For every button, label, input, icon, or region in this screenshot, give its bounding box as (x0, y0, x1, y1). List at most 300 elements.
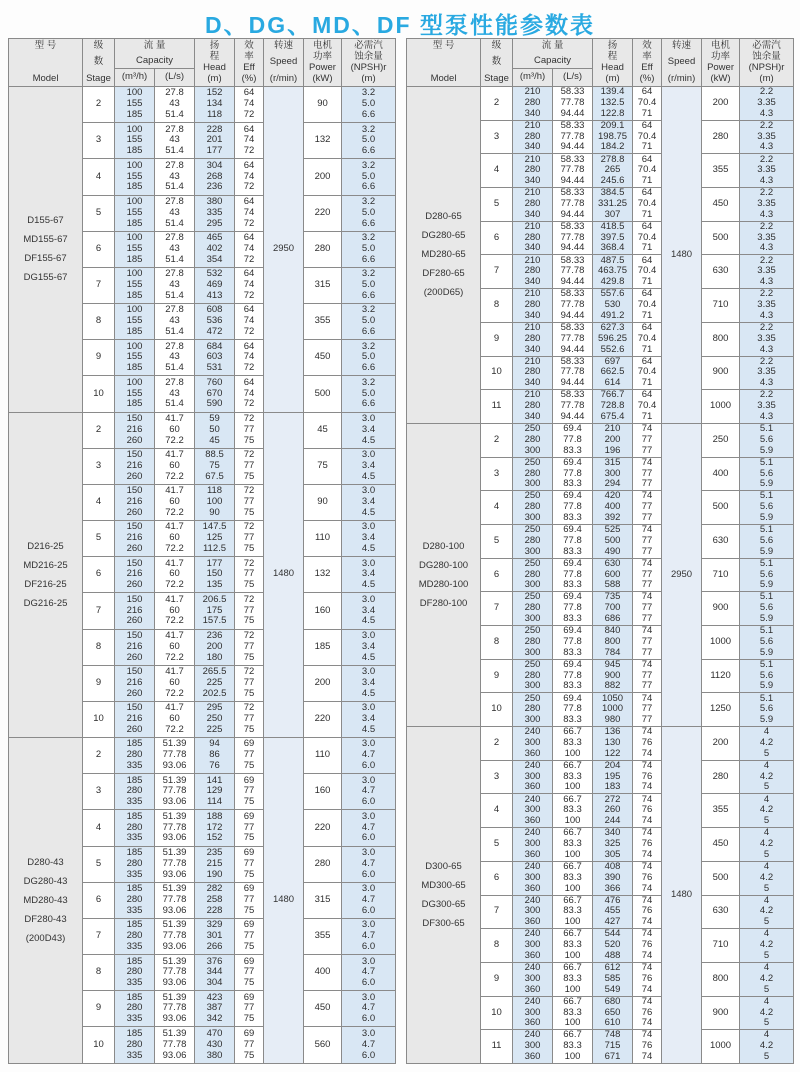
flow-m3h-cell (115, 484, 155, 520)
stage-cell: 3 (481, 760, 513, 794)
head-cell-value: 748 (604, 1029, 621, 1041)
flow-m3h-cell-value: 340 (524, 343, 541, 355)
npsh-cell-value: 5.6 (759, 501, 774, 513)
head-cell-value: 67.5 (205, 470, 224, 482)
head-cell-value: 490 (604, 545, 621, 557)
stage-cell: 7 (481, 255, 513, 289)
npsh-header-zh1: 必需汽 (354, 39, 383, 51)
power-cell: 280 (304, 231, 342, 267)
power-cell: 1000 (702, 390, 740, 424)
npsh-cell-value: 4.2 (759, 770, 774, 782)
flow-m3h-cell-value: 300 (524, 737, 541, 748)
flow-m3h-cell (115, 629, 155, 665)
eff-cell-value: 77 (243, 423, 255, 435)
head-cell-value: 331.25 (598, 198, 628, 209)
head-cell-value: 200 (604, 433, 621, 445)
flow-ls-cell-value: 77.78 (560, 400, 585, 412)
flow-ls-cell-value: 93.06 (162, 904, 187, 916)
flow-ls-cell (155, 593, 195, 629)
head-cell (195, 412, 235, 448)
flow-ls-cell-value: 66.7 (563, 1029, 582, 1041)
flow-m3h-cell-value: 185 (126, 181, 143, 193)
flow-m3h-cell-value: 185 (126, 738, 143, 750)
eff-cell-value: 72 (243, 412, 255, 424)
head-cell-value: 59 (209, 412, 220, 424)
flow-m3h-cell-value: 280 (126, 1002, 143, 1014)
model-name: D280-43 (27, 857, 64, 869)
flow-m3h-cell (115, 304, 155, 340)
stage-cell: 6 (481, 558, 513, 592)
head-cell-value: 260 (604, 804, 621, 816)
flow-m3h-cell-value: 300 (524, 714, 541, 726)
eff-cell-value: 72 (243, 217, 255, 229)
flow-m3h-cell-value: 300 (524, 871, 541, 883)
eff-cell-value: 74 (243, 170, 255, 182)
eff-cell-value: 77 (641, 534, 653, 546)
npsh-cell (740, 996, 794, 1030)
flow-m3h-cell (513, 895, 553, 929)
flow-m3h-cell-value: 300 (524, 804, 541, 816)
flow-m3h-cell (513, 255, 553, 289)
npsh-cell-value: 3.2 (361, 376, 376, 388)
stage-cell: 11 (481, 390, 513, 424)
model-name: D155-67 (27, 215, 64, 227)
npsh-cell (740, 457, 794, 491)
eff-cell (633, 120, 662, 154)
npsh-cell-value: 5.9 (759, 579, 774, 591)
flow-ls-cell-value: 69.4 (563, 423, 582, 435)
flow-ls-cell (155, 557, 195, 593)
flow-ls-cell-value: 83.3 (563, 646, 582, 658)
flow-ls-cell-value: 94.44 (560, 343, 585, 355)
npsh-cell-value: 4 (763, 995, 770, 1007)
flow-m3h-cell (513, 558, 553, 592)
npsh-cell (342, 991, 396, 1027)
flow-m3h-cell-value: 155 (126, 279, 143, 291)
flow-m3h-cell-value: 360 (524, 781, 541, 793)
head-cell-value: 195 (604, 770, 621, 782)
capacity-header-en: Capacity (136, 54, 173, 66)
flow-ls-cell-value: 77.78 (162, 1038, 187, 1050)
head-cell-value: 315 (604, 456, 621, 468)
flow-ls-cell (553, 423, 593, 457)
eff-cell (235, 882, 264, 918)
eff-cell-value: 74 (641, 591, 653, 603)
npsh-cell-value: 3.2 (361, 232, 376, 244)
header-row (407, 39, 794, 87)
npsh-cell-value: 2.2 (759, 220, 774, 232)
eff-cell-value: 69 (243, 738, 255, 750)
flow-ls-cell-value: 72.2 (165, 723, 184, 735)
flow-ls-cell-value: 77.8 (563, 703, 582, 715)
eff-cell-value: 72 (243, 289, 255, 301)
flow-ls-cell-value: 77.78 (560, 130, 585, 142)
power-cell: 800 (702, 322, 740, 356)
power-header-zh2: 功率 (711, 50, 731, 62)
power-cell: 250 (702, 423, 740, 457)
head-cell-value: 86 (209, 749, 220, 761)
npsh-cell-value: 5.0 (361, 387, 376, 399)
npsh-cell-value: 3.35 (757, 231, 776, 243)
npsh-cell (342, 810, 396, 846)
eff-cell-value: 77 (243, 459, 255, 471)
eff-cell-value: 64 (243, 159, 255, 171)
npsh-cell-value: 4.7 (361, 893, 376, 905)
model-name: MD280-65 (421, 249, 466, 261)
stage-cell: 8 (481, 289, 513, 323)
npsh-cell-value: 6.6 (361, 326, 376, 338)
npsh-cell-value: 2.2 (759, 355, 774, 367)
npsh-cell (342, 376, 396, 412)
flow-ls-cell-value: 69.4 (563, 524, 582, 536)
npsh-cell-value: 5.9 (759, 646, 774, 658)
flow-ls-cell (553, 221, 593, 255)
flow-ls-cell (155, 1027, 195, 1064)
npsh-header-zh1: 必需汽 (752, 39, 781, 51)
eff-cell (235, 955, 264, 991)
npsh-cell-value: 6.0 (361, 868, 376, 880)
head-cell (593, 390, 633, 424)
flow-ls-cell-value: 72.2 (165, 470, 184, 482)
stage-cell: 8 (481, 626, 513, 660)
power-cell: 90 (304, 87, 342, 123)
head-cell (195, 521, 235, 557)
flow-ls-cell-value: 100 (564, 1051, 581, 1063)
head-cell-value: 225 (206, 723, 223, 735)
head-cell (195, 738, 235, 774)
flow-m3h-cell (513, 524, 553, 558)
npsh-cell-value: 5 (763, 916, 770, 928)
eff-cell-value: 74 (641, 995, 653, 1007)
flow-m3h-cell-value: 250 (524, 524, 541, 536)
eff-cell-value: 70.4 (637, 198, 657, 209)
npsh-cell-value: 3.4 (361, 713, 376, 725)
head-cell-value: 172 (206, 821, 223, 833)
eff-cell-value: 69 (243, 847, 255, 858)
head-cell-value: 536 (206, 315, 223, 327)
flow-m3h-cell-value: 240 (524, 928, 541, 940)
npsh-cell-value: 5 (763, 1051, 770, 1063)
power-cell: 75 (304, 448, 342, 484)
flow-ls-cell-value: 77.78 (560, 96, 585, 108)
flow-m3h-cell (115, 665, 155, 701)
model-name: MD300-65 (421, 880, 466, 892)
npsh-cell-value: 5.6 (759, 534, 774, 546)
eff-cell (633, 592, 662, 626)
npsh-header-en: (NPSH)r (748, 61, 785, 73)
eff-cell (235, 195, 264, 231)
head-cell (195, 701, 235, 737)
npsh-cell-value: 3.35 (757, 366, 776, 378)
head-cell-value: 662.5 (600, 366, 625, 378)
npsh-cell-value: 3.4 (361, 640, 376, 652)
eff-cell-value: 76 (641, 770, 653, 782)
eff-cell (235, 918, 264, 954)
npsh-cell-value: 6.0 (361, 760, 376, 772)
npsh-cell-value: 4.7 (361, 785, 376, 797)
eff-cell-value: 64 (243, 304, 255, 316)
eff-cell-value: 77 (641, 579, 653, 591)
stage-cell: 7 (83, 918, 115, 954)
flow-m3h-cell-value: 280 (524, 703, 541, 715)
npsh-cell-value: 6.6 (361, 362, 376, 374)
npsh-cell (740, 760, 794, 794)
head-header-zh1: 扬 (607, 39, 618, 51)
npsh-cell-value: 4.5 (361, 651, 376, 663)
npsh-cell-value: 4.3 (759, 242, 774, 254)
eff-cell-value: 74 (641, 1017, 653, 1029)
power-cell: 110 (304, 521, 342, 557)
head-cell (593, 828, 633, 862)
eff-cell-value: 72 (243, 485, 255, 497)
flow-m3h-cell-value: 240 (524, 793, 541, 805)
flow-m3h-cell (513, 188, 553, 222)
power-cell: 132 (304, 123, 342, 159)
head-cell (195, 629, 235, 665)
eff-cell (235, 629, 264, 665)
flow-ls-cell-value: 51.39 (162, 810, 187, 822)
flow-m3h-cell-value: 100 (126, 340, 143, 352)
npsh-cell-value: 5.1 (759, 625, 774, 637)
npsh-cell-value: 3.0 (361, 449, 376, 461)
head-cell (593, 154, 633, 188)
npsh-cell-value: 5 (763, 1017, 770, 1029)
stage-cell: 11 (481, 1030, 513, 1064)
eff-cell-value: 74 (641, 658, 653, 670)
speed-header-zh: 转速 (672, 39, 692, 51)
speed-header (264, 39, 304, 87)
flow-ls-cell-value: 83.3 (563, 511, 582, 523)
head-cell-value: 210 (604, 423, 621, 435)
stage-cell: 9 (481, 962, 513, 996)
npsh-cell (740, 727, 794, 761)
stage-cell: 10 (83, 1027, 115, 1064)
eff-cell (633, 221, 662, 255)
npsh-cell-value: 3.0 (361, 738, 376, 750)
flow-m3h-cell-value: 250 (524, 591, 541, 603)
head-cell (593, 794, 633, 828)
flow-m3h-cell (115, 991, 155, 1027)
stage-cell: 9 (481, 659, 513, 693)
flow-ls-cell (553, 255, 593, 289)
eff-cell-value: 74 (641, 692, 653, 704)
head-cell-value: 680 (604, 995, 621, 1007)
flow-m3h-cell-value: 360 (524, 916, 541, 928)
stage-row (9, 738, 396, 774)
flow-m3h-cell-value: 100 (126, 268, 143, 280)
eff-cell (633, 828, 662, 862)
flow-ls-cell-value: 83.3 (563, 905, 582, 917)
flow-m3h-cell-value: 250 (524, 557, 541, 569)
eff-cell-value: 74 (641, 781, 653, 793)
head-cell-value: 147.5 (202, 521, 227, 533)
flow-ls-cell-value: 83.3 (563, 613, 582, 625)
npsh-cell-value: 2.2 (759, 119, 774, 131)
eff-header-zh2: 率 (642, 50, 652, 62)
flow-ls-cell-value: 69.4 (563, 658, 582, 670)
npsh-cell-value: 2.2 (759, 389, 774, 401)
npsh-cell-value: 6.0 (361, 1013, 376, 1025)
head-cell-value: 112.5 (202, 543, 227, 555)
power-cell: 185 (304, 629, 342, 665)
npsh-cell-value: 3.4 (361, 676, 376, 688)
flow-m3h-cell-value: 250 (524, 423, 541, 435)
flow-m3h-cell-value: 210 (524, 321, 541, 333)
flow-ls-cell-value: 77.78 (560, 231, 585, 243)
flow-m3h-cell-value: 300 (524, 613, 541, 625)
head-cell-value: 134 (206, 98, 223, 110)
power-cell: 450 (304, 991, 342, 1027)
stage-cell: 10 (83, 376, 115, 412)
eff-cell-value: 74 (243, 315, 255, 327)
power-cell: 200 (702, 87, 740, 121)
npsh-cell-value: 5.1 (759, 658, 774, 670)
eff-cell-value: 72 (243, 521, 255, 533)
npsh-cell (342, 665, 396, 701)
head-cell-value: 596.25 (598, 332, 628, 344)
flow-ls-cell-value: 58.33 (560, 355, 585, 367)
eff-cell-value: 70.4 (637, 164, 657, 176)
flow-ls-cell (155, 448, 195, 484)
npsh-cell-value: 4.7 (361, 857, 376, 869)
head-cell-value: 487.5 (600, 254, 625, 266)
head-cell-value: 305 (604, 848, 621, 860)
flow-ls-cell-value: 43 (169, 279, 180, 291)
pump-table-left (8, 38, 396, 1064)
flow-m3h-cell (115, 340, 155, 376)
head-cell-value: 295 (206, 217, 223, 229)
head-cell-value: 129 (206, 785, 223, 797)
flow-ls-cell-value: 51.4 (165, 181, 184, 193)
flow-m3h-cell-value: 300 (524, 905, 541, 917)
eff-cell-value: 77 (243, 640, 255, 652)
eff-cell-value: 70.4 (637, 366, 657, 378)
eff-cell-value: 70.4 (637, 299, 657, 311)
model-name: (200D43) (25, 933, 66, 945)
flow-ls-cell-value: 58.33 (560, 288, 585, 300)
eff-cell-value: 64 (641, 220, 653, 232)
speed-header-zh: 转速 (274, 39, 294, 51)
flow-ls-cell-value: 83.3 (563, 579, 582, 591)
flow-m3h-cell (115, 810, 155, 846)
flow-m3h-cell-value: 360 (524, 848, 541, 860)
flow-m3h-cell-value: 260 (126, 579, 143, 591)
flow-ls-cell-value: 83.3 (563, 838, 582, 850)
stage-cell: 3 (481, 120, 513, 154)
flow-ls-cell-value: 58.33 (560, 254, 585, 266)
model-header (9, 39, 83, 87)
flow-ls-cell-value: 83.3 (563, 1040, 582, 1052)
power-cell: 560 (304, 1027, 342, 1064)
eff-cell-value: 77 (243, 893, 255, 905)
eff-cell-value: 75 (243, 579, 255, 591)
head-cell-value: 608 (206, 304, 223, 316)
flow-ls-cell (553, 626, 593, 660)
flow-ls-cell-value: 27.8 (165, 304, 184, 316)
npsh-cell-value: 4 (763, 860, 770, 872)
flow-m3h-cell-value: 216 (126, 676, 143, 688)
eff-header (633, 39, 662, 87)
flow-m3h-cell (115, 882, 155, 918)
flow-ls-cell (553, 828, 593, 862)
flow-m3h-cell-value: 100 (126, 159, 143, 171)
flow-m3h-cell-value: 260 (126, 723, 143, 735)
eff-cell-value: 69 (243, 991, 255, 1003)
npsh-cell-value: 5.6 (759, 635, 774, 647)
flow-ls-cell-value: 41.7 (165, 666, 184, 678)
flow-m3h-cell-value: 280 (126, 821, 143, 833)
head-cell-value: 130 (604, 737, 621, 748)
flow-ls-cell-value: 66.7 (563, 894, 582, 906)
npsh-cell-value: 4.5 (361, 506, 376, 518)
head-cell (195, 665, 235, 701)
flow-ls-cell (553, 390, 593, 424)
flow-m3h-cell-value: 260 (126, 434, 143, 446)
eff-cell-value: 74 (243, 279, 255, 291)
flow-ls-cell-value: 77.78 (162, 966, 187, 978)
flow-ls-cell-value: 93.06 (162, 868, 187, 880)
flow-m3h-cell-value: 260 (126, 687, 143, 699)
npsh-cell-value: 4.2 (759, 1006, 774, 1018)
model-name: DG280-43 (23, 876, 68, 888)
npsh-cell-value: 5.1 (759, 456, 774, 468)
eff-cell-value: 77 (243, 749, 255, 761)
power-cell: 450 (702, 828, 740, 862)
npsh-cell (342, 774, 396, 810)
eff-cell-value: 72 (243, 629, 255, 641)
head-cell-value: 295 (206, 702, 223, 714)
flow-ls-cell-value: 51.4 (165, 145, 184, 157)
npsh-cell (740, 861, 794, 895)
head-cell-value: 235 (206, 847, 223, 858)
flow-ls-cell-value: 58.33 (560, 220, 585, 232)
npsh-cell (342, 593, 396, 629)
flow-ls-cell-value: 58.33 (560, 389, 585, 401)
npsh-cell (740, 693, 794, 727)
npsh-cell (342, 87, 396, 123)
head-cell-value: 715 (604, 1040, 621, 1052)
flow-ls-cell (155, 521, 195, 557)
eff-cell-value: 74 (641, 848, 653, 860)
flow-ls-cell-value: 94.44 (560, 242, 585, 254)
flow-m3h-cell-value: 280 (126, 749, 143, 761)
eff-cell-value: 75 (243, 506, 255, 518)
stage-cell: 9 (481, 322, 513, 356)
flow-ls-cell-value: 94.44 (560, 377, 585, 389)
eff-cell-value: 74 (641, 490, 653, 502)
npsh-cell-value: 3.35 (757, 96, 776, 108)
head-cell-value: 470 (206, 1028, 223, 1040)
npsh-cell (342, 882, 396, 918)
eff-cell-value: 69 (243, 883, 255, 895)
flow-ls-cell (155, 340, 195, 376)
head-cell (593, 962, 633, 996)
eff-cell-value: 74 (641, 625, 653, 637)
flow-m3h-cell-value: 335 (126, 760, 143, 772)
power-cell: 1120 (702, 659, 740, 693)
head-header (593, 39, 633, 87)
eff-header-en: Eff (243, 61, 255, 73)
stage-row (407, 727, 794, 761)
eff-cell-value: 77 (641, 613, 653, 625)
flow-ls-cell-value: 77.8 (563, 568, 582, 580)
head-cell-value: 684 (206, 340, 223, 352)
eff-header (235, 39, 264, 87)
stage-cell: 9 (83, 665, 115, 701)
npsh-cell (740, 491, 794, 525)
power-cell: 630 (702, 895, 740, 929)
flow-m3h-cell-value: 210 (524, 355, 541, 367)
